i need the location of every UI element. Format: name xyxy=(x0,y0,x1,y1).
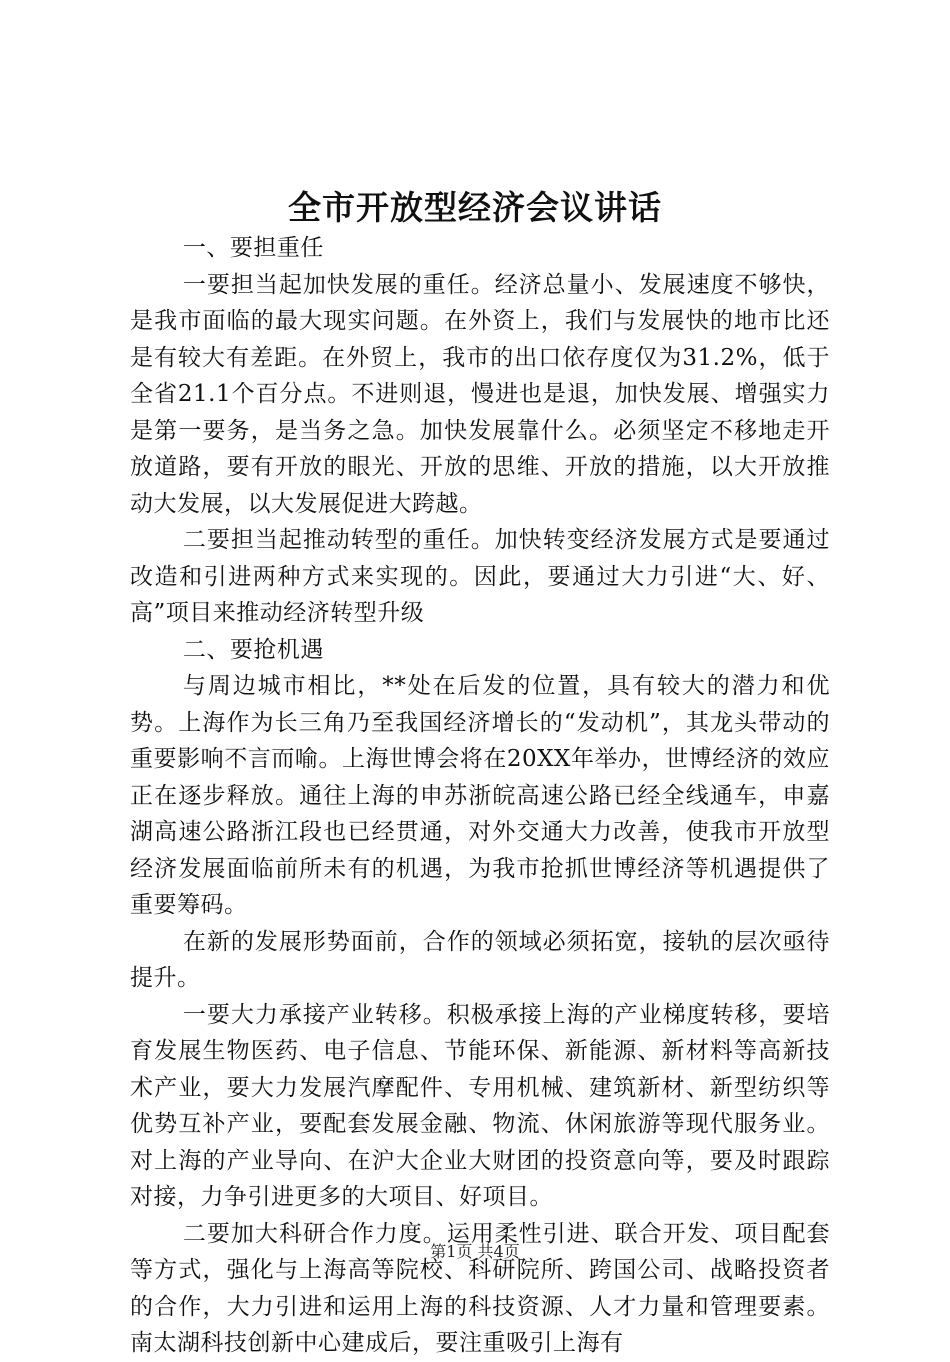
document-title: 全市开放型经济会议讲话 xyxy=(288,188,662,227)
paragraph: 一要担当起加快发展的重任。经济总量小、发展速度不够快，是我市面临的最大现实问题。在外资上，我们与发展快的地市比还是有较大有差距。在外贸上，我市的出口依存度仅为31.2%，低于全省21.1个百分点。不进则退，慢进也是退，加快发展、增强实力是第一要务，是当务之急。加快发展靠什么。必须坚定不移地走开放道路，要有开放的眼光、开放的思维、开放的措施，以大开放推动大发展，以大发展促进大跨越。 xyxy=(130,271,830,517)
section-heading: 一、要担重任 xyxy=(182,235,324,261)
paragraph: 二要担当起推动转型的重任。加快转变经济发展方式是要通过改造和引进两种方式来实现的。因此，要通过大力引进“大、好、高”项目来推动经济转型升级 xyxy=(130,527,830,626)
page-footer: 第1页 共4页 xyxy=(430,1242,520,1261)
paragraph: 一要大力承接产业转移。积极承接上海的产业梯度转移，要培育发展生物医药、电子信息、节能环保、新能源、新材料等高新技术产业，要大力发展汽摩配件、专用机械、建筑新材、新型纺织等优势互补产业，要配套发展金融、物流、休闲旅游等现代服务业。对上海的产业导向、在沪大企业大财团的投资意向等，要及时跟踪对接，力争引进更多的大项目、好项目。 xyxy=(130,1001,830,1210)
section-heading: 二、要抢机遇 xyxy=(182,636,324,663)
paragraph: 与周边城市相比，**处在后发的位置，具有较大的潜力和优势。上海作为长三角乃至我国经济增长的“发动机”，其龙头带动的重要影响不言而喻。上海世博会将在20XX年举办，世博经济的效应正在逐步释放。通往上海的申苏浙皖高速公路已经全线通车，申嘉湖高速公路浙江段也已经贯通，对外交通大力改善，使我市开放型经济发展面临前所未有的机遇，为我市抢抓世博经济等机遇提供了重要筹码。 xyxy=(130,673,830,918)
paragraph: 二要加大科研合作力度。运用柔性引进、联合开发、项目配套等方式，强化与上海高等院校、科研院所、跨国公司、战略投资者的合作，大力引进和运用上海的科技资源、人才力量和管理要素。南太湖科技创新中心建成后，要注重吸引上海有 xyxy=(130,1220,830,1356)
paragraph: 在新的发展形势面前，合作的领域必须拓宽，接轨的层次亟待提升。 xyxy=(130,928,830,991)
document-body xyxy=(130,230,830,1362)
